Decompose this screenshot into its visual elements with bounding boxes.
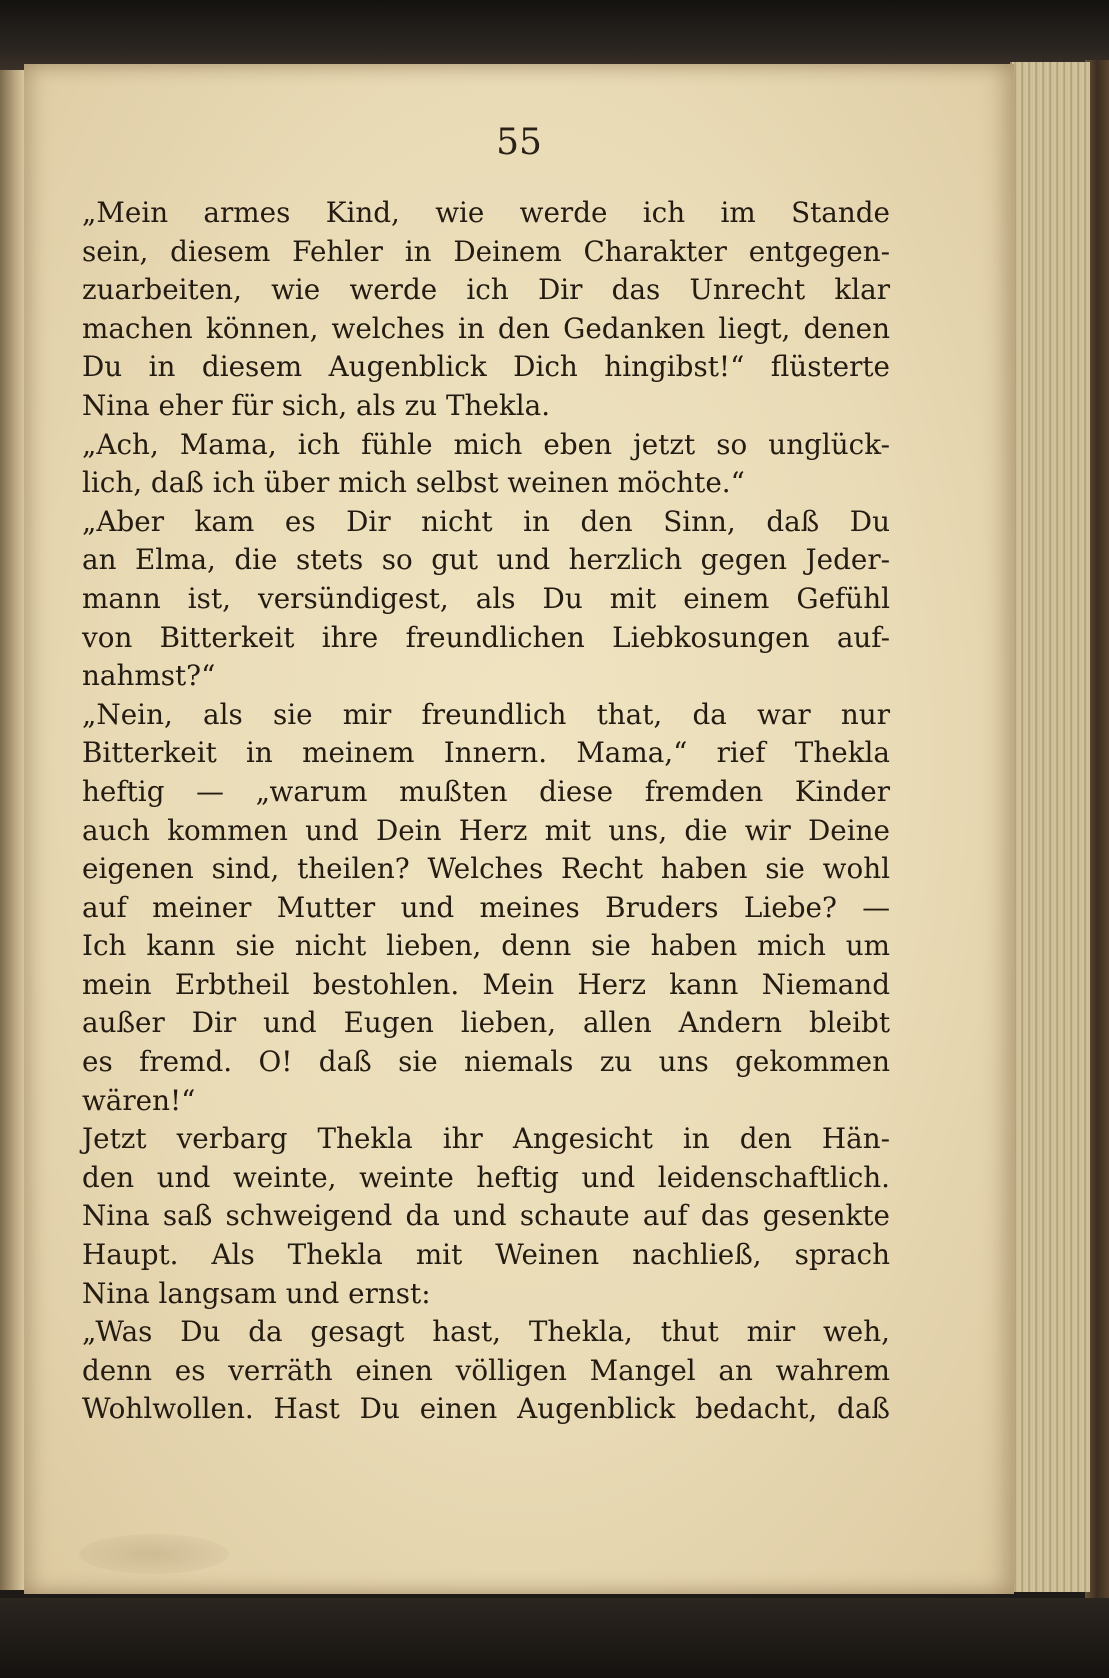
text-line: „Was Du da gesagt hast, Thekla, thut mir weh,	[82, 1315, 890, 1349]
text-line: auf meiner Mutter und meines Bruders Liebe? —	[82, 890, 890, 924]
text-line: Ich kann sie nicht lieben, denn sie haben mich um	[82, 929, 890, 963]
text-line: Jetzt verbarg Thekla ihr Angesicht in den Hän-	[82, 1122, 890, 1156]
text-line: Du in diesem Augenblick Dich hingibst!“ flüsterte	[82, 350, 890, 384]
page-stain	[79, 1534, 229, 1574]
text-line: denn es verräth einen völligen Mangel an wahrem	[82, 1353, 890, 1387]
book-cover-top	[0, 0, 1109, 70]
text-line: Wohlwollen. Hast Du einen Augenblick bedacht, daß	[82, 1392, 890, 1426]
text-line: von Bitterkeit ihre freundlichen Liebkosungen auf-	[82, 620, 890, 654]
text-line: an Elma, die stets so gut und herzlich gegen Jeder-	[82, 543, 890, 577]
text-line: „Mein armes Kind, wie werde ich im Stande	[82, 196, 890, 229]
previous-page-edge	[0, 70, 24, 1590]
text-line: wären!“	[82, 1083, 196, 1117]
text-line: machen können, welches in den Gedanken liegt, denen	[82, 311, 890, 345]
text-line: „Ach, Mama, ich fühle mich eben jetzt so unglück-	[82, 427, 890, 461]
text-line: Haupt. Als Thekla mit Weinen nachließ, sprach	[82, 1238, 890, 1272]
text-line: außer Dir und Eugen lieben, allen Andern bleibt	[82, 1006, 890, 1040]
text-line: den und weinte, weinte heftig und leidenschaftlich.	[82, 1160, 890, 1194]
text-line: eigenen sind, theilen? Welches Recht haben sie wohl	[82, 852, 890, 886]
text-line: sein, diesem Fehler in Deinem Charakter entgegen-	[82, 234, 890, 268]
book-cover-bottom	[0, 1598, 1109, 1678]
text-line: nahmst?“	[82, 659, 216, 693]
page-number: 55	[496, 122, 542, 163]
book-page	[24, 64, 1014, 1594]
page-edges	[1010, 62, 1090, 1592]
text-line: Nina saß schweigend da und schaute auf das gesenkte	[82, 1199, 890, 1233]
text-line: „Nein, als sie mir freundlich that, da war nur	[82, 697, 890, 731]
text-line: zuarbeiten, wie werde ich Dir das Unrecht klar	[82, 273, 890, 307]
text-line: heftig — „warum mußten diese fremden Kinder	[82, 774, 890, 808]
page-text	[82, 194, 890, 1429]
text-line: es fremd. O! daß sie niemals zu uns gekommen	[82, 1045, 890, 1079]
text-line: auch kommen und Dein Herz mit uns, die wir Deine	[82, 813, 890, 847]
text-line: mein Erbtheil bestohlen. Mein Herz kann Niemand	[82, 967, 890, 1001]
text-line: „Aber kam es Dir nicht in den Sinn, daß Du	[82, 504, 890, 538]
text-line: Nina eher für sich, als zu Thekla.	[82, 388, 551, 422]
text-line: Bitterkeit in meinem Innern. Mama,“ rief Thekla	[82, 736, 890, 770]
text-line: lich, daß ich über mich selbst weinen möchte.“	[82, 466, 745, 500]
text-line: Nina langsam und ernst:	[82, 1276, 431, 1310]
text-line: mann ist, versündigest, als Du mit einem Gefühl	[82, 581, 890, 615]
